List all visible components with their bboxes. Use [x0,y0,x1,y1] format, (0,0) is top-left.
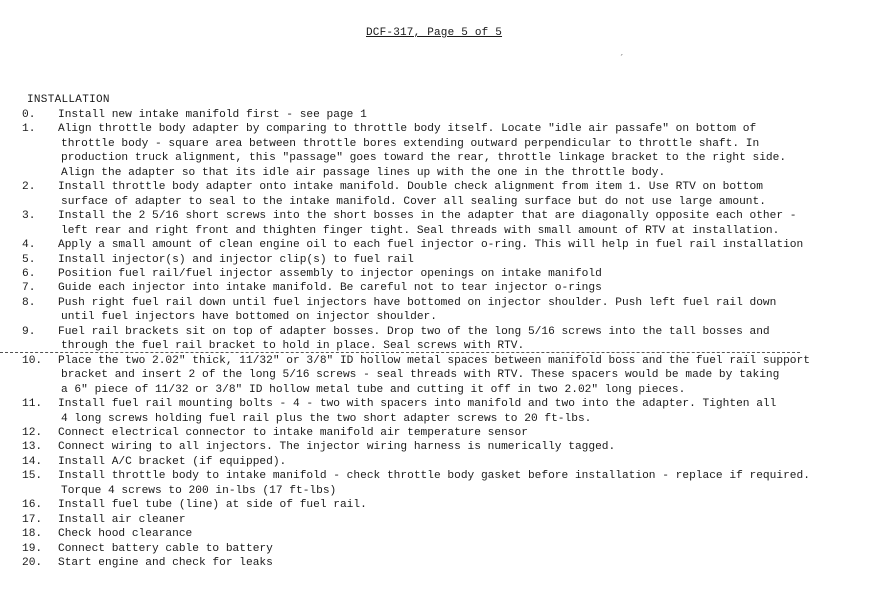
step-text [58,325,872,354]
step-text-line: Position fuel rail/fuel injector assembly to injector openings on intake manifold [58,267,602,280]
step-text [58,426,872,440]
step-text-line: Connect wiring to all injectors. The injector wiring harness is numerically tagged. [58,441,616,454]
step-item [22,469,872,498]
step-item [22,325,872,354]
step-text-line: Install A/C bracket (if equipped). [58,455,287,468]
step-text-line: Start engine and check for leaks [58,557,273,570]
step-number: 19. [22,542,43,555]
step-text-line: Torque 4 screws to 200 in-lbs (17 ft-lbs) [61,484,337,497]
step-text-line: a 6" piece of 11/32 or 3/8" ID hollow metal tube and cutting it off in two 2.02" long pieces. [61,383,686,396]
step-text [58,469,872,498]
section-title: INSTALLATION [27,94,110,106]
step-item [22,513,872,527]
step-text-line: surface of adapter to seal to the intake manifold. Cover all sealing surface but do not use large amount. [61,195,766,208]
step-number: 9. [22,325,36,338]
step-text [58,498,872,512]
step-text-line: Connect electrical connector to intake manifold air temperature sensor [58,426,528,439]
step-number: 8. [22,296,36,309]
step-text-line: Install throttle body adapter onto intake manifold. Double check alignment from item 1. Use RTV on bottom [58,181,763,194]
step-number: 12. [22,426,43,439]
step-text-line: Install fuel tube (line) at side of fuel rail. [58,499,367,512]
step-text-line: Fuel rail brackets sit on top of adapter bosses. Drop two of the long 5/16 screws into the tall bosses and [58,325,770,338]
step-number: 3. [22,210,36,223]
step-item [22,296,872,325]
step-text-line: throttle body - square area between throttle bores extending outward perpendicular to throttle shaft. In [61,137,760,150]
step-text-line: Apply a small amount of clean engine oil to each fuel injector o-ring. This will help in fuel rail installation [58,239,804,252]
step-text-line: Place the two 2.02" thick, 11/32" or 3/8" ID hollow metal spaces between manifold boss and the fuel rail support [58,354,810,367]
step-text-line: Align the adapter so that its idle air passage lines up with the one in the throttle body. [61,166,666,179]
step-number: 14. [22,455,43,468]
step-text-line: Install new intake manifold first - see page 1 [58,109,367,121]
step-number: 16. [22,499,43,512]
step-item [22,354,872,397]
step-number: 18. [22,528,43,541]
step-text [58,267,872,281]
step-item [22,426,872,440]
step-number: 15. [22,470,43,483]
step-number: 5. [22,253,36,266]
scan-mark: ´ [619,54,625,64]
step-text-line: until fuel injectors have bottomed on injector shoulder. [61,311,437,324]
step-text-line: Install fuel rail mounting bolts - 4 - two with spacers into manifold and two into the adapter. Tighten all [58,398,777,411]
step-number: 20. [22,557,43,570]
step-item [22,498,872,512]
step-item [22,440,872,454]
step-text-line: bracket and insert 2 of the long 5/16 screws - seal threads with RTV. These spacers would be made by taking [61,369,780,382]
step-number: 1. [22,123,36,136]
step-item [22,455,872,469]
step-number: 0. [22,109,36,121]
step-text-line: Install air cleaner [58,513,186,526]
step-text-line: Push right fuel rail down until fuel injectors have bottomed on injector shoulder. Push left fuel rail down [58,296,777,309]
step-text [58,209,872,238]
step-text [58,527,872,541]
step-text [58,440,872,454]
step-item [22,253,872,267]
step-item [22,238,872,252]
step-item [22,281,872,295]
step-text [58,108,872,122]
step-text-line: Install injector(s) and injector clip(s) to fuel rail [58,253,414,266]
step-number: 17. [22,513,43,526]
step-text [58,180,872,209]
step-item [22,542,872,556]
step-item [22,122,872,180]
step-text-line: Guide each injector into intake manifold. Be careful not to tear injector o-rings [58,282,602,295]
step-text-line: Align throttle body adapter by comparing to throttle body itself. Locate "idle air passafe" on bottom of [58,123,757,136]
step-item [22,108,872,122]
step-text [58,556,872,570]
step-number: 2. [22,181,36,194]
step-text [58,122,872,180]
step-text [58,253,872,267]
step-text [58,281,872,295]
step-text [58,354,872,397]
installation-steps-list [22,108,872,571]
step-text [58,397,872,426]
step-text-line: Install throttle body to intake manifold - check throttle body gasket before installation - replace if required. [58,470,810,483]
step-text-line: Check hood clearance [58,528,193,541]
step-text [58,542,872,556]
step-text [58,238,872,252]
step-number: 13. [22,441,43,454]
step-item [22,397,872,426]
step-number: 6. [22,267,36,280]
step-text-line: through the fuel rail bracket to hold in place. Seal screws with RTV. [61,340,525,353]
step-item [22,180,872,209]
step-item [22,209,872,238]
step-text [58,455,872,469]
step-number: 4. [22,239,36,252]
page-header: DCF-317, Page 5 of 5 [366,27,503,39]
step-text-line: production truck alignment, this "passage" goes toward the rear, throttle linkage bracket to the right side. [61,152,787,165]
step-item [22,267,872,281]
step-text-line: Install the 2 5/16 short screws into the short bosses in the adapter that are diagonally opposite each other - [58,210,797,223]
step-text [58,513,872,527]
step-number: 7. [22,282,36,295]
step-number: 11. [22,398,43,411]
step-text-line: left rear and right front and thighten finger tight. Seal threads with small amount of RTV at installation. [61,224,780,237]
step-item [22,556,872,570]
step-text [58,296,872,325]
step-number: 10. [22,354,43,367]
step-text-line: Connect battery cable to battery [58,542,273,555]
step-item [22,527,872,541]
step-text-line: 4 long screws holding fuel rail plus the two short adapter screws to 20 ft-lbs. [61,412,592,425]
